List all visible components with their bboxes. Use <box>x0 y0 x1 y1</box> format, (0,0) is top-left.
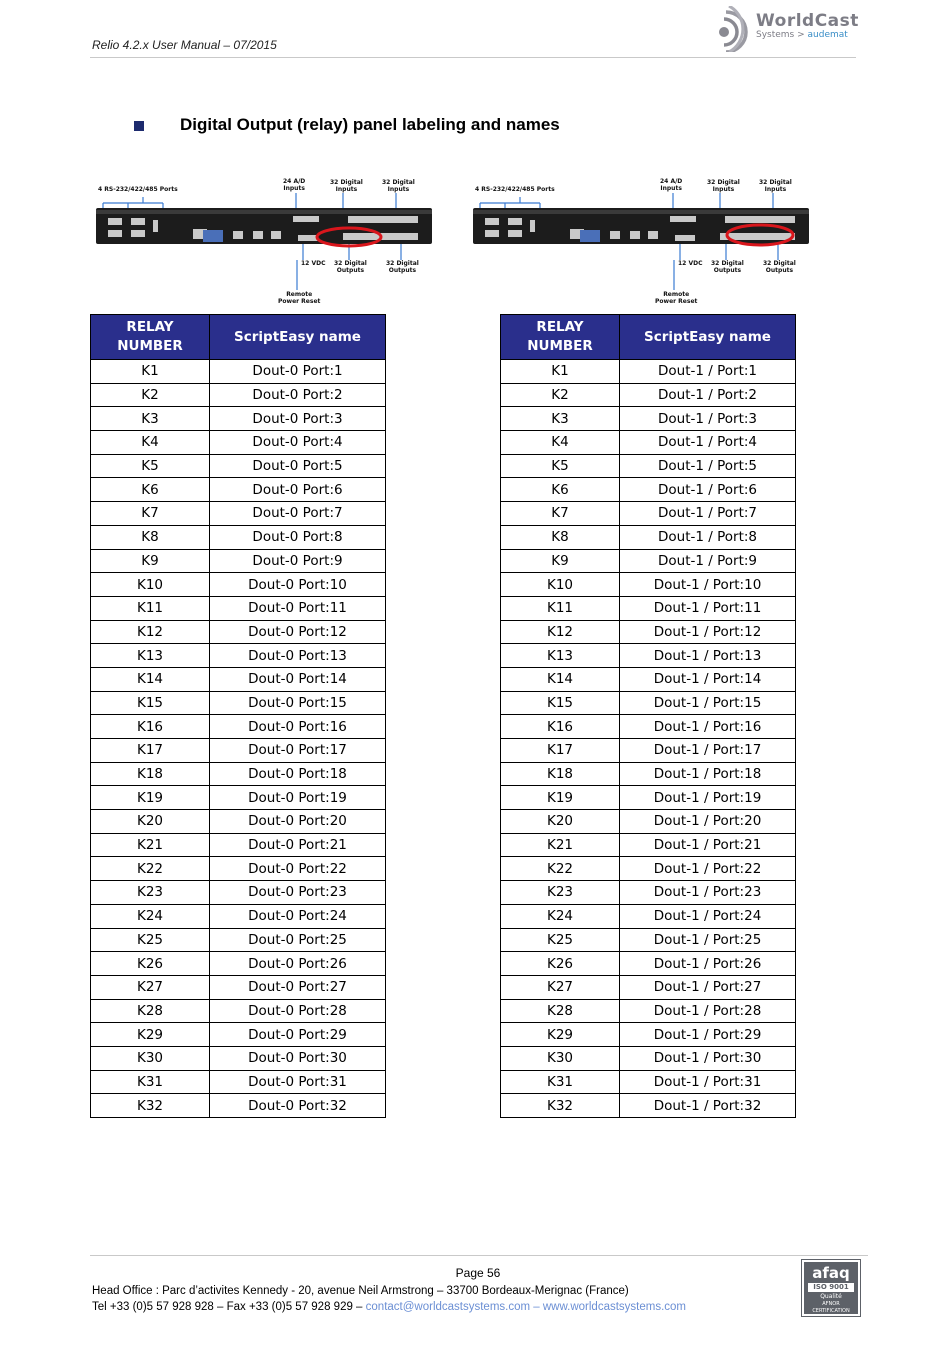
scripteasy-name-cell: Dout-0 Port:24 <box>210 904 386 928</box>
table-row <box>91 833 386 857</box>
table-row <box>501 857 796 881</box>
table-row <box>91 1023 386 1047</box>
label-12vdc: 12 VDC <box>678 260 703 267</box>
table-row <box>501 881 796 905</box>
scripteasy-name-cell: Dout-0 Port:32 <box>210 1094 386 1118</box>
label-digital-inputs-b: 32 Digital Inputs <box>382 179 415 193</box>
scripteasy-name-cell: Dout-0 Port:6 <box>210 478 386 502</box>
scripteasy-name-cell: Dout-0 Port:21 <box>210 833 386 857</box>
table-row <box>501 833 796 857</box>
table-row <box>91 1094 386 1118</box>
table-row <box>501 691 796 715</box>
relay-number-cell: K24 <box>91 904 210 928</box>
relay-number-cell: K10 <box>501 573 620 597</box>
label-digital-outputs-b: 32 Digital Outputs <box>386 260 419 274</box>
relay-number-cell: K31 <box>91 1070 210 1094</box>
scripteasy-name-cell: Dout-1 / Port:15 <box>620 691 796 715</box>
table-header-row <box>501 315 796 360</box>
table-row <box>91 620 386 644</box>
scripteasy-name-cell: Dout-1 / Port:31 <box>620 1070 796 1094</box>
scripteasy-name-cell: Dout-1 / Port:17 <box>620 739 796 763</box>
table-row <box>501 762 796 786</box>
label-digital-outputs-a: 32 Digital Outputs <box>711 260 744 274</box>
scripteasy-name-cell: Dout-1 / Port:2 <box>620 383 796 407</box>
badge-cert: AFNOR CERTIFICATION <box>812 1301 850 1314</box>
relay-number-cell: K6 <box>91 478 210 502</box>
relay-number-cell: K4 <box>91 431 210 455</box>
scripteasy-name-cell: Dout-1 / Port:13 <box>620 644 796 668</box>
relay-number-cell: K4 <box>501 431 620 455</box>
relay-number-cell: K2 <box>91 383 210 407</box>
relay-number-cell: K26 <box>501 952 620 976</box>
header-title: Relio 4.2.x User Manual – 07/2015 <box>92 38 277 52</box>
footer-phone: Tel +33 (0)5 57 928 928 – Fax +33 (0)5 57 928 929 – <box>92 1301 366 1313</box>
scripteasy-name-cell: Dout-1 / Port:22 <box>620 857 796 881</box>
logo-brand: WorldCast <box>756 11 859 31</box>
scripteasy-name-cell: Dout-1 / Port:7 <box>620 502 796 526</box>
table-row <box>91 715 386 739</box>
table-row <box>91 454 386 478</box>
scripteasy-name-cell: Dout-1 / Port:19 <box>620 786 796 810</box>
scripteasy-name-cell: Dout-0 Port:25 <box>210 928 386 952</box>
relay-number-cell: K18 <box>91 762 210 786</box>
label-serial-ports: 4 RS-232/422/485 Ports <box>98 186 178 193</box>
label-digital-outputs-a: 32 Digital Outputs <box>334 260 367 274</box>
table-row <box>91 478 386 502</box>
relay-number-cell: K11 <box>501 596 620 620</box>
scripteasy-name-cell: Dout-0 Port:18 <box>210 762 386 786</box>
relay-number-cell: K27 <box>91 975 210 999</box>
page-number: Page 56 <box>455 1266 501 1280</box>
relay-table-dout0 <box>90 314 386 1118</box>
relay-number-cell: K5 <box>91 454 210 478</box>
scripteasy-name-cell: Dout-0 Port:27 <box>210 975 386 999</box>
scripteasy-name-cell: Dout-1 / Port:28 <box>620 999 796 1023</box>
scripteasy-name-cell: Dout-1 / Port:14 <box>620 667 796 691</box>
scripteasy-name-cell: Dout-0 Port:13 <box>210 644 386 668</box>
scripteasy-name-cell: Dout-0 Port:31 <box>210 1070 386 1094</box>
table-row <box>91 928 386 952</box>
relay-number-cell: K1 <box>501 360 620 384</box>
rear-panel-image-right <box>470 175 812 307</box>
relay-number-cell: K21 <box>501 833 620 857</box>
relay-number-cell: K6 <box>501 478 620 502</box>
relay-number-cell: K15 <box>501 691 620 715</box>
scripteasy-name-cell: Dout-0 Port:14 <box>210 667 386 691</box>
table-row <box>91 360 386 384</box>
relay-number-cell: K9 <box>501 549 620 573</box>
table-row <box>91 644 386 668</box>
relay-number-cell: K21 <box>91 833 210 857</box>
scripteasy-name-cell: Dout-0 Port:8 <box>210 525 386 549</box>
label-remote-reset: Remote Power Reset <box>278 291 321 305</box>
header-scripteasy-name: ScriptEasy name <box>210 315 386 360</box>
relay-table-body <box>501 360 796 1118</box>
worldcast-logo <box>710 6 860 54</box>
badge-name: afaq <box>812 1264 850 1282</box>
scripteasy-name-cell: Dout-1 / Port:4 <box>620 431 796 455</box>
scripteasy-name-cell: Dout-1 / Port:21 <box>620 833 796 857</box>
table-row <box>501 502 796 526</box>
header-relay-number: RELAY NUMBER <box>501 315 620 360</box>
table-row <box>501 1046 796 1070</box>
scripteasy-name-cell: Dout-1 / Port:1 <box>620 360 796 384</box>
table-row <box>91 502 386 526</box>
relay-number-cell: K11 <box>91 596 210 620</box>
relay-table-body <box>91 360 386 1118</box>
relay-number-cell: K25 <box>501 928 620 952</box>
table-row <box>91 999 386 1023</box>
label-digital-inputs-a: 32 Digital Inputs <box>330 179 363 193</box>
scripteasy-name-cell: Dout-1 / Port:32 <box>620 1094 796 1118</box>
table-row <box>91 786 386 810</box>
relay-number-cell: K23 <box>501 881 620 905</box>
table-row <box>91 881 386 905</box>
scripteasy-name-cell: Dout-0 Port:28 <box>210 999 386 1023</box>
rear-panel-image-left <box>93 175 435 307</box>
badge-quality: Qualité <box>820 1293 842 1300</box>
table-row <box>501 478 796 502</box>
scripteasy-name-cell: Dout-0 Port:5 <box>210 454 386 478</box>
scripteasy-name-cell: Dout-1 / Port:12 <box>620 620 796 644</box>
relay-number-cell: K3 <box>91 407 210 431</box>
relay-number-cell: K20 <box>501 810 620 834</box>
table-row <box>91 952 386 976</box>
panel-diagram-icon <box>470 175 812 307</box>
relay-number-cell: K29 <box>91 1023 210 1047</box>
scripteasy-name-cell: Dout-1 / Port:30 <box>620 1046 796 1070</box>
table-row <box>91 762 386 786</box>
scripteasy-name-cell: Dout-1 / Port:26 <box>620 952 796 976</box>
relay-number-cell: K26 <box>91 952 210 976</box>
scripteasy-name-cell: Dout-1 / Port:10 <box>620 573 796 597</box>
relay-number-cell: K30 <box>91 1046 210 1070</box>
table-row <box>501 407 796 431</box>
table-row <box>501 573 796 597</box>
relay-number-cell: K32 <box>91 1094 210 1118</box>
scripteasy-name-cell: Dout-0 Port:11 <box>210 596 386 620</box>
scripteasy-name-cell: Dout-1 / Port:24 <box>620 904 796 928</box>
scripteasy-name-cell: Dout-1 / Port:18 <box>620 762 796 786</box>
table-row <box>91 810 386 834</box>
scripteasy-name-cell: Dout-1 / Port:20 <box>620 810 796 834</box>
afaq-iso-badge <box>802 1260 860 1316</box>
table-row <box>501 810 796 834</box>
table-row <box>91 857 386 881</box>
relay-number-cell: K9 <box>91 549 210 573</box>
scripteasy-name-cell: Dout-0 Port:26 <box>210 952 386 976</box>
relay-number-cell: K15 <box>91 691 210 715</box>
relay-number-cell: K18 <box>501 762 620 786</box>
table-row <box>91 691 386 715</box>
label-12vdc: 12 VDC <box>301 260 326 267</box>
footer-email-link[interactable]: contact@worldcastsystems.com – www.worldcastsystems.com <box>365 1301 686 1313</box>
footer-contact <box>92 1301 686 1313</box>
scripteasy-name-cell: Dout-0 Port:29 <box>210 1023 386 1047</box>
scripteasy-name-cell: Dout-1 / Port:16 <box>620 715 796 739</box>
scripteasy-name-cell: Dout-0 Port:9 <box>210 549 386 573</box>
table-row <box>91 383 386 407</box>
scripteasy-name-cell: Dout-1 / Port:25 <box>620 928 796 952</box>
table-row <box>501 596 796 620</box>
table-row <box>91 431 386 455</box>
label-digital-inputs-b: 32 Digital Inputs <box>759 179 792 193</box>
relay-number-cell: K16 <box>91 715 210 739</box>
table-row <box>501 431 796 455</box>
relay-number-cell: K12 <box>501 620 620 644</box>
relay-number-cell: K29 <box>501 1023 620 1047</box>
scripteasy-name-cell: Dout-1 / Port:23 <box>620 881 796 905</box>
relay-number-cell: K30 <box>501 1046 620 1070</box>
relay-number-cell: K8 <box>501 525 620 549</box>
relay-number-cell: K19 <box>501 786 620 810</box>
table-row <box>91 407 386 431</box>
logo-tagline: Systems > audemat <box>756 30 848 40</box>
table-row <box>91 573 386 597</box>
relay-number-cell: K12 <box>91 620 210 644</box>
relay-number-cell: K3 <box>501 407 620 431</box>
relay-number-cell: K14 <box>501 667 620 691</box>
section-heading-text: Digital Output (relay) panel labeling and names <box>180 115 560 134</box>
table-row <box>501 715 796 739</box>
scripteasy-name-cell: Dout-0 Port:23 <box>210 881 386 905</box>
table-row <box>501 999 796 1023</box>
relay-number-cell: K23 <box>91 881 210 905</box>
scripteasy-name-cell: Dout-0 Port:12 <box>210 620 386 644</box>
relay-number-cell: K5 <box>501 454 620 478</box>
table-row <box>501 549 796 573</box>
label-ad-inputs: 24 A/D Inputs <box>660 178 683 192</box>
scripteasy-name-cell: Dout-1 / Port:9 <box>620 549 796 573</box>
scripteasy-name-cell: Dout-0 Port:15 <box>210 691 386 715</box>
relay-number-cell: K10 <box>91 573 210 597</box>
relay-number-cell: K22 <box>91 857 210 881</box>
relay-number-cell: K28 <box>91 999 210 1023</box>
scripteasy-name-cell: Dout-1 / Port:6 <box>620 478 796 502</box>
relay-number-cell: K22 <box>501 857 620 881</box>
table-row <box>501 383 796 407</box>
label-ad-inputs: 24 A/D Inputs <box>283 178 306 192</box>
relay-table-dout1 <box>500 314 796 1118</box>
relay-number-cell: K27 <box>501 975 620 999</box>
scripteasy-name-cell: Dout-0 Port:10 <box>210 573 386 597</box>
table-row <box>501 1094 796 1118</box>
table-row <box>91 596 386 620</box>
scripteasy-name-cell: Dout-1 / Port:29 <box>620 1023 796 1047</box>
table-row <box>501 928 796 952</box>
scripteasy-name-cell: Dout-0 Port:2 <box>210 383 386 407</box>
table-row <box>91 904 386 928</box>
relay-number-cell: K8 <box>91 525 210 549</box>
table-row <box>501 454 796 478</box>
table-row <box>501 952 796 976</box>
scripteasy-name-cell: Dout-1 / Port:27 <box>620 975 796 999</box>
panel-diagram-icon <box>93 175 435 307</box>
relay-number-cell: K13 <box>91 644 210 668</box>
relay-number-cell: K16 <box>501 715 620 739</box>
table-row <box>91 667 386 691</box>
relay-number-cell: K20 <box>91 810 210 834</box>
scripteasy-name-cell: Dout-0 Port:7 <box>210 502 386 526</box>
table-row <box>501 620 796 644</box>
scripteasy-name-cell: Dout-0 Port:19 <box>210 786 386 810</box>
scripteasy-name-cell: Dout-0 Port:1 <box>210 360 386 384</box>
header-relay-number: RELAY NUMBER <box>91 315 210 360</box>
relay-number-cell: K2 <box>501 383 620 407</box>
page-footer <box>90 1255 868 1325</box>
table-row <box>91 549 386 573</box>
relay-number-cell: K7 <box>91 502 210 526</box>
badge-iso: ISO 9001 <box>808 1283 854 1292</box>
label-serial-ports: 4 RS-232/422/485 Ports <box>475 186 555 193</box>
relay-number-cell: K13 <box>501 644 620 668</box>
label-digital-inputs-a: 32 Digital Inputs <box>707 179 740 193</box>
relay-number-cell: K25 <box>91 928 210 952</box>
table-row <box>501 904 796 928</box>
scripteasy-name-cell: Dout-1 / Port:3 <box>620 407 796 431</box>
table-row <box>501 667 796 691</box>
footer-address: Head Office : Parc d’activites Kennedy - 20, avenue Neil Armstrong – 33700 Bordeaux-Merignac (France) <box>92 1285 629 1297</box>
relay-number-cell: K7 <box>501 502 620 526</box>
scripteasy-name-cell: Dout-0 Port:16 <box>210 715 386 739</box>
scripteasy-name-cell: Dout-0 Port:3 <box>210 407 386 431</box>
scripteasy-name-cell: Dout-0 Port:30 <box>210 1046 386 1070</box>
label-digital-outputs-b: 32 Digital Outputs <box>763 260 796 274</box>
scripteasy-name-cell: Dout-0 Port:22 <box>210 857 386 881</box>
scripteasy-name-cell: Dout-0 Port:20 <box>210 810 386 834</box>
table-row <box>501 644 796 668</box>
table-row <box>91 1046 386 1070</box>
relay-number-cell: K32 <box>501 1094 620 1118</box>
relay-number-cell: K19 <box>91 786 210 810</box>
table-row <box>91 739 386 763</box>
relay-number-cell: K24 <box>501 904 620 928</box>
table-row <box>501 975 796 999</box>
table-row <box>501 739 796 763</box>
relay-number-cell: K1 <box>91 360 210 384</box>
table-row <box>501 1023 796 1047</box>
table-row <box>91 525 386 549</box>
table-row <box>91 975 386 999</box>
table-row <box>91 1070 386 1094</box>
table-row <box>501 786 796 810</box>
scripteasy-name-cell: Dout-0 Port:17 <box>210 739 386 763</box>
table-row <box>501 525 796 549</box>
table-row <box>501 360 796 384</box>
table-header-row <box>91 315 386 360</box>
wave-logo-icon <box>710 6 754 52</box>
square-bullet-icon <box>134 121 144 131</box>
table-row <box>501 1070 796 1094</box>
relay-number-cell: K28 <box>501 999 620 1023</box>
relay-number-cell: K14 <box>91 667 210 691</box>
relay-number-cell: K17 <box>501 739 620 763</box>
label-remote-reset: Remote Power Reset <box>655 291 698 305</box>
header-scripteasy-name: ScriptEasy name <box>620 315 796 360</box>
scripteasy-name-cell: Dout-1 / Port:5 <box>620 454 796 478</box>
scripteasy-name-cell: Dout-1 / Port:8 <box>620 525 796 549</box>
relay-number-cell: K31 <box>501 1070 620 1094</box>
scripteasy-name-cell: Dout-1 / Port:11 <box>620 596 796 620</box>
scripteasy-name-cell: Dout-0 Port:4 <box>210 431 386 455</box>
relay-number-cell: K17 <box>91 739 210 763</box>
